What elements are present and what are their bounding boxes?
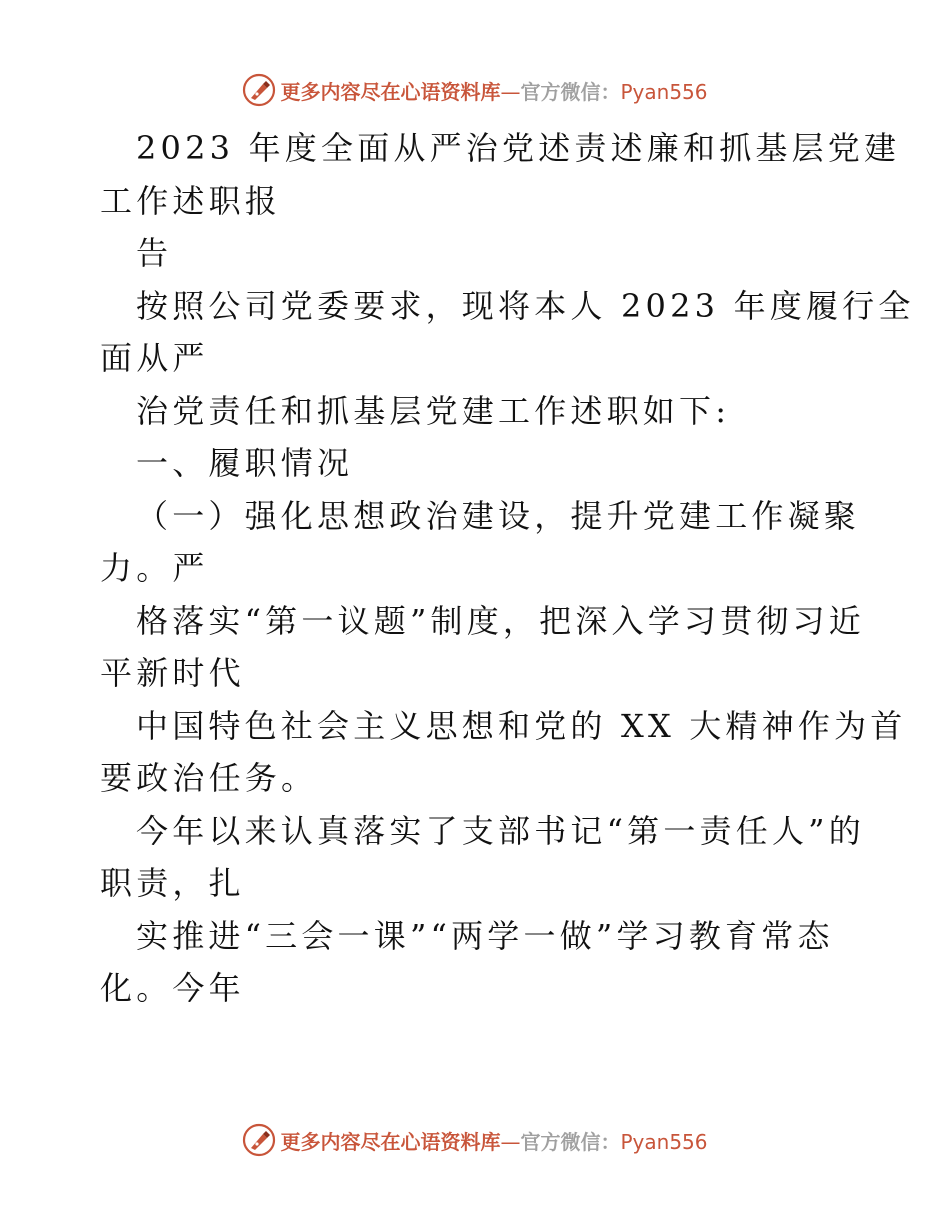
banner-separator: — [500, 79, 521, 104]
document-line: 平新时代 [100, 654, 245, 692]
banner-text [280, 76, 707, 105]
banner-wechat-id: Pyan556 [620, 1129, 708, 1154]
document-line: 2023 年度全面从严治党述责述廉和抓基层党建 [136, 129, 901, 167]
document-line: 中国特色社会主义思想和党的 XX 大精神作为首 [136, 706, 907, 745]
document-line: 今年以来认真落实了支部书记“第一责任人”的 [136, 811, 865, 850]
document-line: 面从严 [100, 339, 209, 377]
banner-separator: — [500, 1129, 521, 1154]
document-line: 职责，扎 [100, 864, 245, 902]
document-line: 治党责任和抓基层党建工作述职如下: [136, 391, 731, 430]
document-line: 一、履职情况 [136, 444, 354, 482]
document-line: 告 [136, 234, 173, 272]
fountain-pen-logo-icon [242, 1123, 276, 1157]
banner-text [280, 1126, 707, 1155]
document-line: （一）强化思想政治建设，提升党建工作凝聚 [136, 496, 861, 535]
banner-wechat-label: 官方微信： [520, 79, 621, 104]
document-line: 要政治任务。 [100, 759, 318, 797]
banner-wechat-label: 官方微信： [520, 1129, 621, 1154]
document-line: 实推进“三会一课”“两学一做”学习教育常态 [136, 916, 834, 955]
document-body [100, 122, 915, 1015]
header-banner [0, 70, 950, 110]
fountain-pen-logo-icon [242, 73, 276, 107]
banner-main-text: 更多内容尽在心语资料库 [280, 79, 501, 104]
banner-main-text: 更多内容尽在心语资料库 [280, 1129, 501, 1154]
banner-wechat-id: Pyan556 [620, 79, 708, 104]
document-line: 按照公司党委要求，现将本人 2023 年度履行全 [136, 286, 915, 325]
document-line: 力。严 [100, 549, 209, 587]
document-line: 格落实“第一议题”制度，把深入学习贯彻习近 [136, 601, 865, 640]
footer-banner [0, 1120, 950, 1160]
document-line: 工作述职报 [100, 181, 282, 220]
document-line: 化。今年 [100, 969, 245, 1007]
